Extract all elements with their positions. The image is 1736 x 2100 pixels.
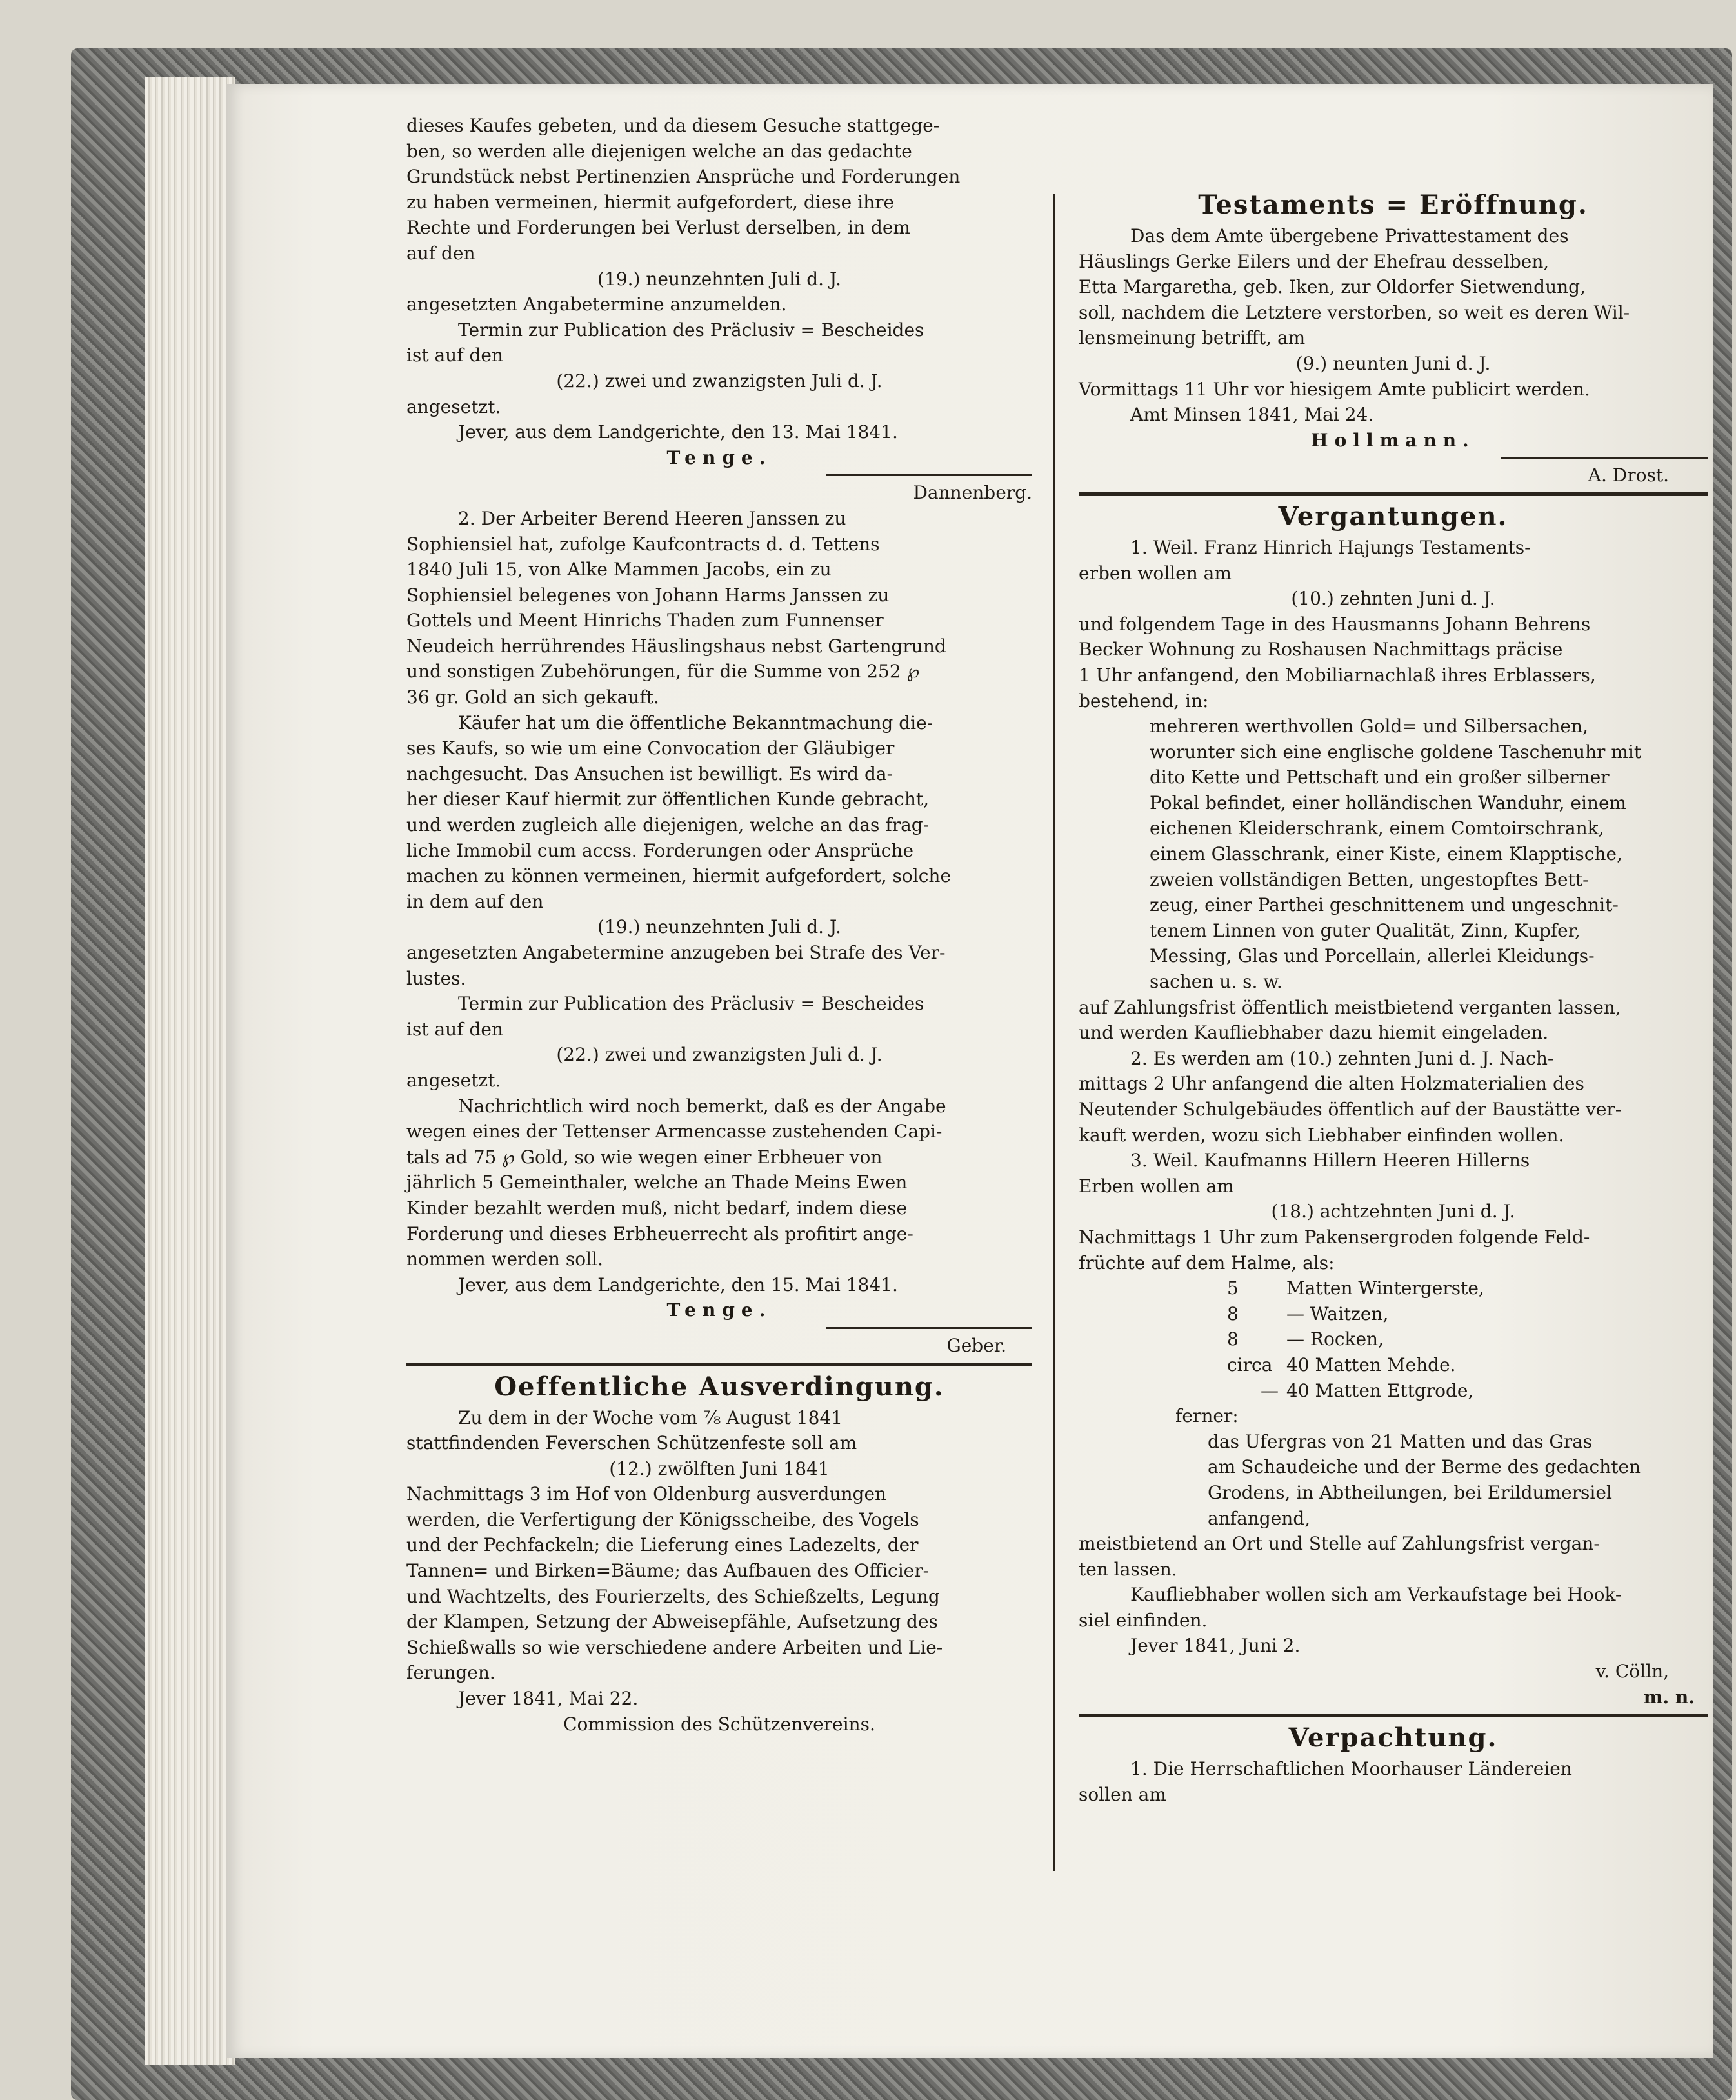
section-heading: Vergantungen.: [1278, 501, 1508, 532]
text-line: Becker Wohnung zu Roshausen Nachmittags präcise: [1079, 639, 1563, 661]
date-line: (9.) neunten Juni d. J.: [1295, 352, 1491, 374]
text-line: ist auf den: [406, 345, 503, 366]
text-line: Sophiensiel belegenes von Johann Harms Janssen zu: [406, 584, 890, 606]
crop-list: [1079, 1275, 1708, 1403]
text-line: soll, nachdem die Letztere verstorben, so weit es deren Wil-: [1079, 301, 1630, 323]
text-line: 1840 Juli 15, von Alke Mammen Jacobs, ein zu: [406, 559, 832, 581]
text-line: 3. Weil. Kaufmanns Hillern Heeren Hillerns: [1130, 1150, 1530, 1172]
text-line: lustes.: [406, 967, 466, 989]
notice-verpachtung: [1079, 1721, 1708, 1807]
section-divider: [1079, 1714, 1708, 1717]
text-line: stattfindenden Feverschen Schützenfeste soll am: [406, 1432, 857, 1454]
notice-header: Dannenberg.: [913, 482, 1032, 504]
text-line: angesetzten Angabetermine anzumelden.: [406, 294, 787, 315]
text-line: Erben wollen am: [1079, 1175, 1234, 1197]
text-line: auf Zahlungsfrist öffentlich meistbietend verganten lassen,: [1079, 996, 1621, 1018]
text-line: Vormittags 11 Uhr vor hiesigem Amte publicirt werden.: [1079, 378, 1590, 400]
crop-amount: 8: [1227, 1303, 1239, 1325]
text-line: kauft werden, wozu sich Liebhaber einfinden wollen.: [1079, 1124, 1564, 1146]
date-line: (18.) achtzehnten Juni d. J.: [1271, 1201, 1515, 1223]
text-line: Schießwalls so wie verschiedene andere Arbeiten und Lie-: [406, 1636, 943, 1658]
text-line: erben wollen am: [1079, 562, 1232, 584]
section-heading: Verpachtung.: [1288, 1723, 1498, 1754]
notice-vergantungen: [1079, 500, 1708, 1710]
signature: v. Cölln,: [1595, 1661, 1669, 1683]
text-line: dieses Kaufes gebeten, und da diesem Gesuche stattgege-: [406, 115, 940, 136]
crop-text: 40 Matten Mehde.: [1286, 1354, 1456, 1375]
date-line: (22.) zwei und zwanzigsten Juli d. J.: [556, 370, 883, 392]
text-line: Nachmittags 1 Uhr zum Pakensergroden folgende Feld-: [1079, 1226, 1590, 1248]
list-item: zweien vollständigen Betten, ungestopftes Bett-: [1150, 868, 1589, 890]
list-item: am Schaudeiche und der Berme des gedachten: [1208, 1456, 1641, 1478]
section-divider: [1079, 492, 1708, 496]
text-line: angesetzt.: [406, 1069, 501, 1091]
list-item: Pokal befindet, einer holländischen Wanduhr, einem: [1150, 792, 1627, 814]
left-column: [406, 113, 1032, 1737]
text-line: auf den: [406, 242, 475, 264]
estate-list: [1079, 714, 1708, 995]
date-line: (19.) neunzehnten Juli d. J.: [597, 268, 841, 290]
list-item: worunter sich eine englische goldene Taschenuhr mit: [1150, 741, 1642, 763]
text-line: Kaufliebhaber wollen sich am Verkaufstage bei Hook-: [1130, 1584, 1622, 1606]
text-line: angesetzten Angabetermine anzugeben bei Strafe des Ver-: [406, 942, 946, 963]
date-line: (22.) zwei und zwanzigsten Juli d. J.: [556, 1044, 883, 1066]
text-line: und folgendem Tage in des Hausmanns Johann Behrens: [1079, 613, 1591, 635]
signature: Tenge.: [666, 1299, 772, 1321]
text-line: Termin zur Publication des Präclusiv = Bescheides: [458, 319, 924, 341]
place-date: Jever 1841, Mai 22.: [458, 1688, 639, 1710]
text-line: Häuslings Gerke Eilers und der Ehefrau desselben,: [1079, 250, 1550, 272]
text-line: nachgesucht. Das Ansuchen ist bewilligt. Es wird da-: [406, 763, 893, 785]
text-line: Tannen= und Birken=Bäume; das Aufbauen des Officier-: [406, 1560, 930, 1582]
list-item: eichenen Kleiderschrank, einem Comtoirschrank,: [1150, 817, 1604, 839]
text-line: Nachrichtlich wird noch bemerkt, daß es der Angabe: [458, 1095, 946, 1117]
crop-text: — Rocken,: [1286, 1328, 1384, 1350]
text-line: her dieser Kauf hiermit zur öffentlichen Kunde gebracht,: [406, 788, 930, 810]
notice-continuation: [406, 113, 1032, 470]
crop-text: 40 Matten Ettgrode,: [1286, 1379, 1474, 1401]
crop-amount: —: [1261, 1379, 1279, 1401]
text-line: Zu dem in der Woche vom ⁷⁄₈ August 1841: [458, 1406, 843, 1428]
signature-initials: m. n.: [1643, 1686, 1695, 1708]
list-item: dito Kette und Pettschaft und ein großer silberner: [1150, 766, 1610, 788]
text-line: mittags 2 Uhr anfangend die alten Holzmaterialien des: [1079, 1073, 1584, 1095]
crop-amount: circa: [1227, 1354, 1273, 1375]
text-line: und der Pechfackeln; die Lieferung eines Ladezelts, der: [406, 1534, 919, 1556]
signature: Tenge.: [666, 446, 772, 468]
text-line: meistbietend an Ort und Stelle auf Zahlungsfrist vergan-: [1079, 1533, 1600, 1555]
text-line: liche Immobil cum accss. Forderungen oder Ansprüche: [406, 839, 914, 861]
right-column: [1079, 187, 1708, 1807]
text-line: ferungen.: [406, 1662, 495, 1684]
text-line: 1. Weil. Franz Hinrich Hajungs Testaments-: [1130, 536, 1531, 558]
text-line: in dem auf den: [406, 890, 544, 912]
date-line: (19.) neunzehnten Juli d. J.: [597, 916, 841, 938]
list-item: einem Glasschrank, einer Kiste, einem Klapptische,: [1150, 843, 1622, 865]
text-line: Rechte und Forderungen bei Verlust derselben, in dem: [406, 217, 910, 239]
text-line: Etta Margaretha, geb. Iken, zur Oldorfer Sietwendung,: [1079, 276, 1586, 298]
notice-footer: A. Drost.: [1588, 465, 1669, 486]
text-line: Grundstück nebst Pertinenzien Ansprüche und Forderungen: [406, 166, 961, 188]
text-line: Forderung und dieses Erbheuerrecht als profitirt ange-: [406, 1223, 913, 1245]
text-line: Das dem Amte übergebene Privattestament des: [1130, 225, 1569, 246]
divider: [826, 1327, 1032, 1329]
text-line: werden, die Verfertigung der Königsscheibe, des Vogels: [406, 1508, 919, 1530]
divider: [1501, 457, 1708, 459]
text-line: Neudeich herrührendes Häuslingshaus nebst Gartengrund: [406, 635, 946, 657]
section-heading: Testaments = Eröffnung.: [1198, 190, 1588, 220]
place-date: Jever, aus dem Landgerichte, den 15. Mai 1841.: [458, 1274, 898, 1295]
notice-testament: [1079, 188, 1708, 488]
text-line: 1 Uhr anfangend, den Mobiliarnachlaß ihres Erblassers,: [1079, 664, 1596, 686]
crop-row: [1227, 1378, 1708, 1404]
text-line: Kinder bezahlt werden muß, nicht bedarf, indem diese: [406, 1197, 908, 1219]
text-line: der Klampen, Setzung der Abweisepfähle, Aufsetzung des: [406, 1611, 938, 1633]
list-item: zeug, einer Parthei geschnittenem und ungeschnit-: [1150, 894, 1619, 916]
date-line: (12.) zwölften Juni 1841: [609, 1457, 830, 1479]
text-line: wegen eines der Tettenser Armencasse zustehenden Capi-: [406, 1121, 943, 1143]
text-line: tals ad 75 ℘ Gold, so wie wegen einer Erbheuer von: [406, 1146, 883, 1168]
signature: Commission des Schützenvereins.: [563, 1713, 875, 1735]
text-line: Sophiensiel hat, zufolge Kaufcontracts d. d. Tettens: [406, 533, 880, 555]
signature: Hollmann.: [1311, 429, 1475, 451]
text-line: bestehend, in:: [1079, 690, 1209, 712]
list-item: tenem Linnen von guter Qualität, Zinn, Kupfer,: [1150, 919, 1581, 941]
notice-ausverdingung: [406, 1370, 1032, 1737]
list-item: anfangend,: [1208, 1507, 1311, 1529]
text-line: und Wachtzelts, des Fourierzelts, des Schießzelts, Legung: [406, 1585, 940, 1607]
text-line: und werden zugleich alle diejenigen, welche an das frag-: [406, 814, 930, 836]
text-line: zu haben vermeinen, hiermit aufgefordert, diese ihre: [406, 191, 895, 213]
crop-text: Matten Wintergerste,: [1286, 1277, 1484, 1299]
text-line: nommen werden soll.: [406, 1248, 603, 1270]
column-rule: [1053, 194, 1055, 1871]
list-item: Messing, Glas und Porcellain, allerlei Kleidungs-: [1150, 945, 1595, 967]
place-date: Jever, aus dem Landgerichte, den 13. Mai 1841.: [458, 421, 898, 443]
crop-row: [1227, 1301, 1708, 1327]
text-line: Termin zur Publication des Präclusiv = Bescheides: [458, 993, 924, 1015]
text-line: jährlich 5 Gemeinthaler, welche an Thade Meins Ewen: [406, 1172, 908, 1194]
text-line: 2. Der Arbeiter Berend Heeren Janssen zu: [458, 507, 846, 529]
text-line: 2. Es werden am (10.) zehnten Juni d. J. Nach-: [1130, 1047, 1554, 1069]
section-heading: Oeffentliche Ausverdingung.: [494, 1371, 944, 1402]
crop-row: [1227, 1275, 1708, 1301]
notice-dannenberg: [406, 480, 1032, 1358]
text-line: Nachmittags 3 im Hof von Oldenburg ausverdungen: [406, 1483, 887, 1505]
list-item: das Ufergras von 21 Matten und das Gras: [1208, 1430, 1593, 1452]
text-line: machen zu können vermeinen, hiermit aufgefordert, solche: [406, 865, 952, 887]
crop-row: [1227, 1326, 1708, 1352]
list-item: mehreren werthvollen Gold= und Silbersachen,: [1150, 715, 1588, 737]
page-edges: [145, 77, 235, 2065]
text-line: ferner:: [1175, 1405, 1239, 1427]
crop-row: [1227, 1352, 1708, 1378]
text-line: ses Kaufs, so wie um eine Convocation der Gläubiger: [406, 737, 895, 759]
text-line: 36 gr. Gold an sich gekauft.: [406, 686, 659, 708]
text-line: siel einfinden.: [1079, 1609, 1208, 1631]
text-line: ten lassen.: [1079, 1558, 1177, 1580]
text-line: lensmeinung betrifft, am: [1079, 327, 1306, 349]
text-line: 1. Die Herrschaftlichen Moorhauser Ländereien: [1130, 1758, 1572, 1780]
text-line: ist auf den: [406, 1018, 503, 1040]
text-line: und werden Kaufliebhaber dazu hiemit eingeladen.: [1079, 1022, 1549, 1044]
section-divider: [406, 1363, 1032, 1366]
notice-footer: Geber.: [946, 1334, 1006, 1356]
place-date: Amt Minsen 1841, Mai 24.: [1130, 404, 1374, 426]
crop-amount: 5: [1227, 1277, 1239, 1299]
text-line: früchte auf dem Halme, als:: [1079, 1252, 1335, 1274]
list-item: sachen u. s. w.: [1150, 971, 1282, 993]
date-line: (10.) zehnten Juni d. J.: [1291, 588, 1495, 610]
crop-text: — Waitzen,: [1286, 1303, 1389, 1325]
ferner-list: [1079, 1429, 1708, 1531]
text-line: ben, so werden alle diejenigen welche an das gedachte: [406, 140, 912, 162]
crop-amount: 8: [1227, 1328, 1239, 1350]
list-item: Grodens, in Abtheilungen, bei Erildumersiel: [1208, 1481, 1612, 1503]
text-line: sollen am: [1079, 1783, 1166, 1805]
text-line: Käufer hat um die öffentliche Bekanntmachung die-: [458, 712, 933, 734]
text-line: und sonstigen Zubehörungen, für die Summe von 252 ℘: [406, 661, 920, 683]
divider: [826, 474, 1032, 476]
place-date: Jever 1841, Juni 2.: [1130, 1635, 1301, 1657]
text-line: angesetzt.: [406, 395, 501, 417]
text-line: Gottels und Meent Hinrichs Thaden zum Funnenser: [406, 610, 884, 632]
text-line: Neutender Schulgebäudes öffentlich auf der Baustätte ver-: [1079, 1099, 1622, 1120]
